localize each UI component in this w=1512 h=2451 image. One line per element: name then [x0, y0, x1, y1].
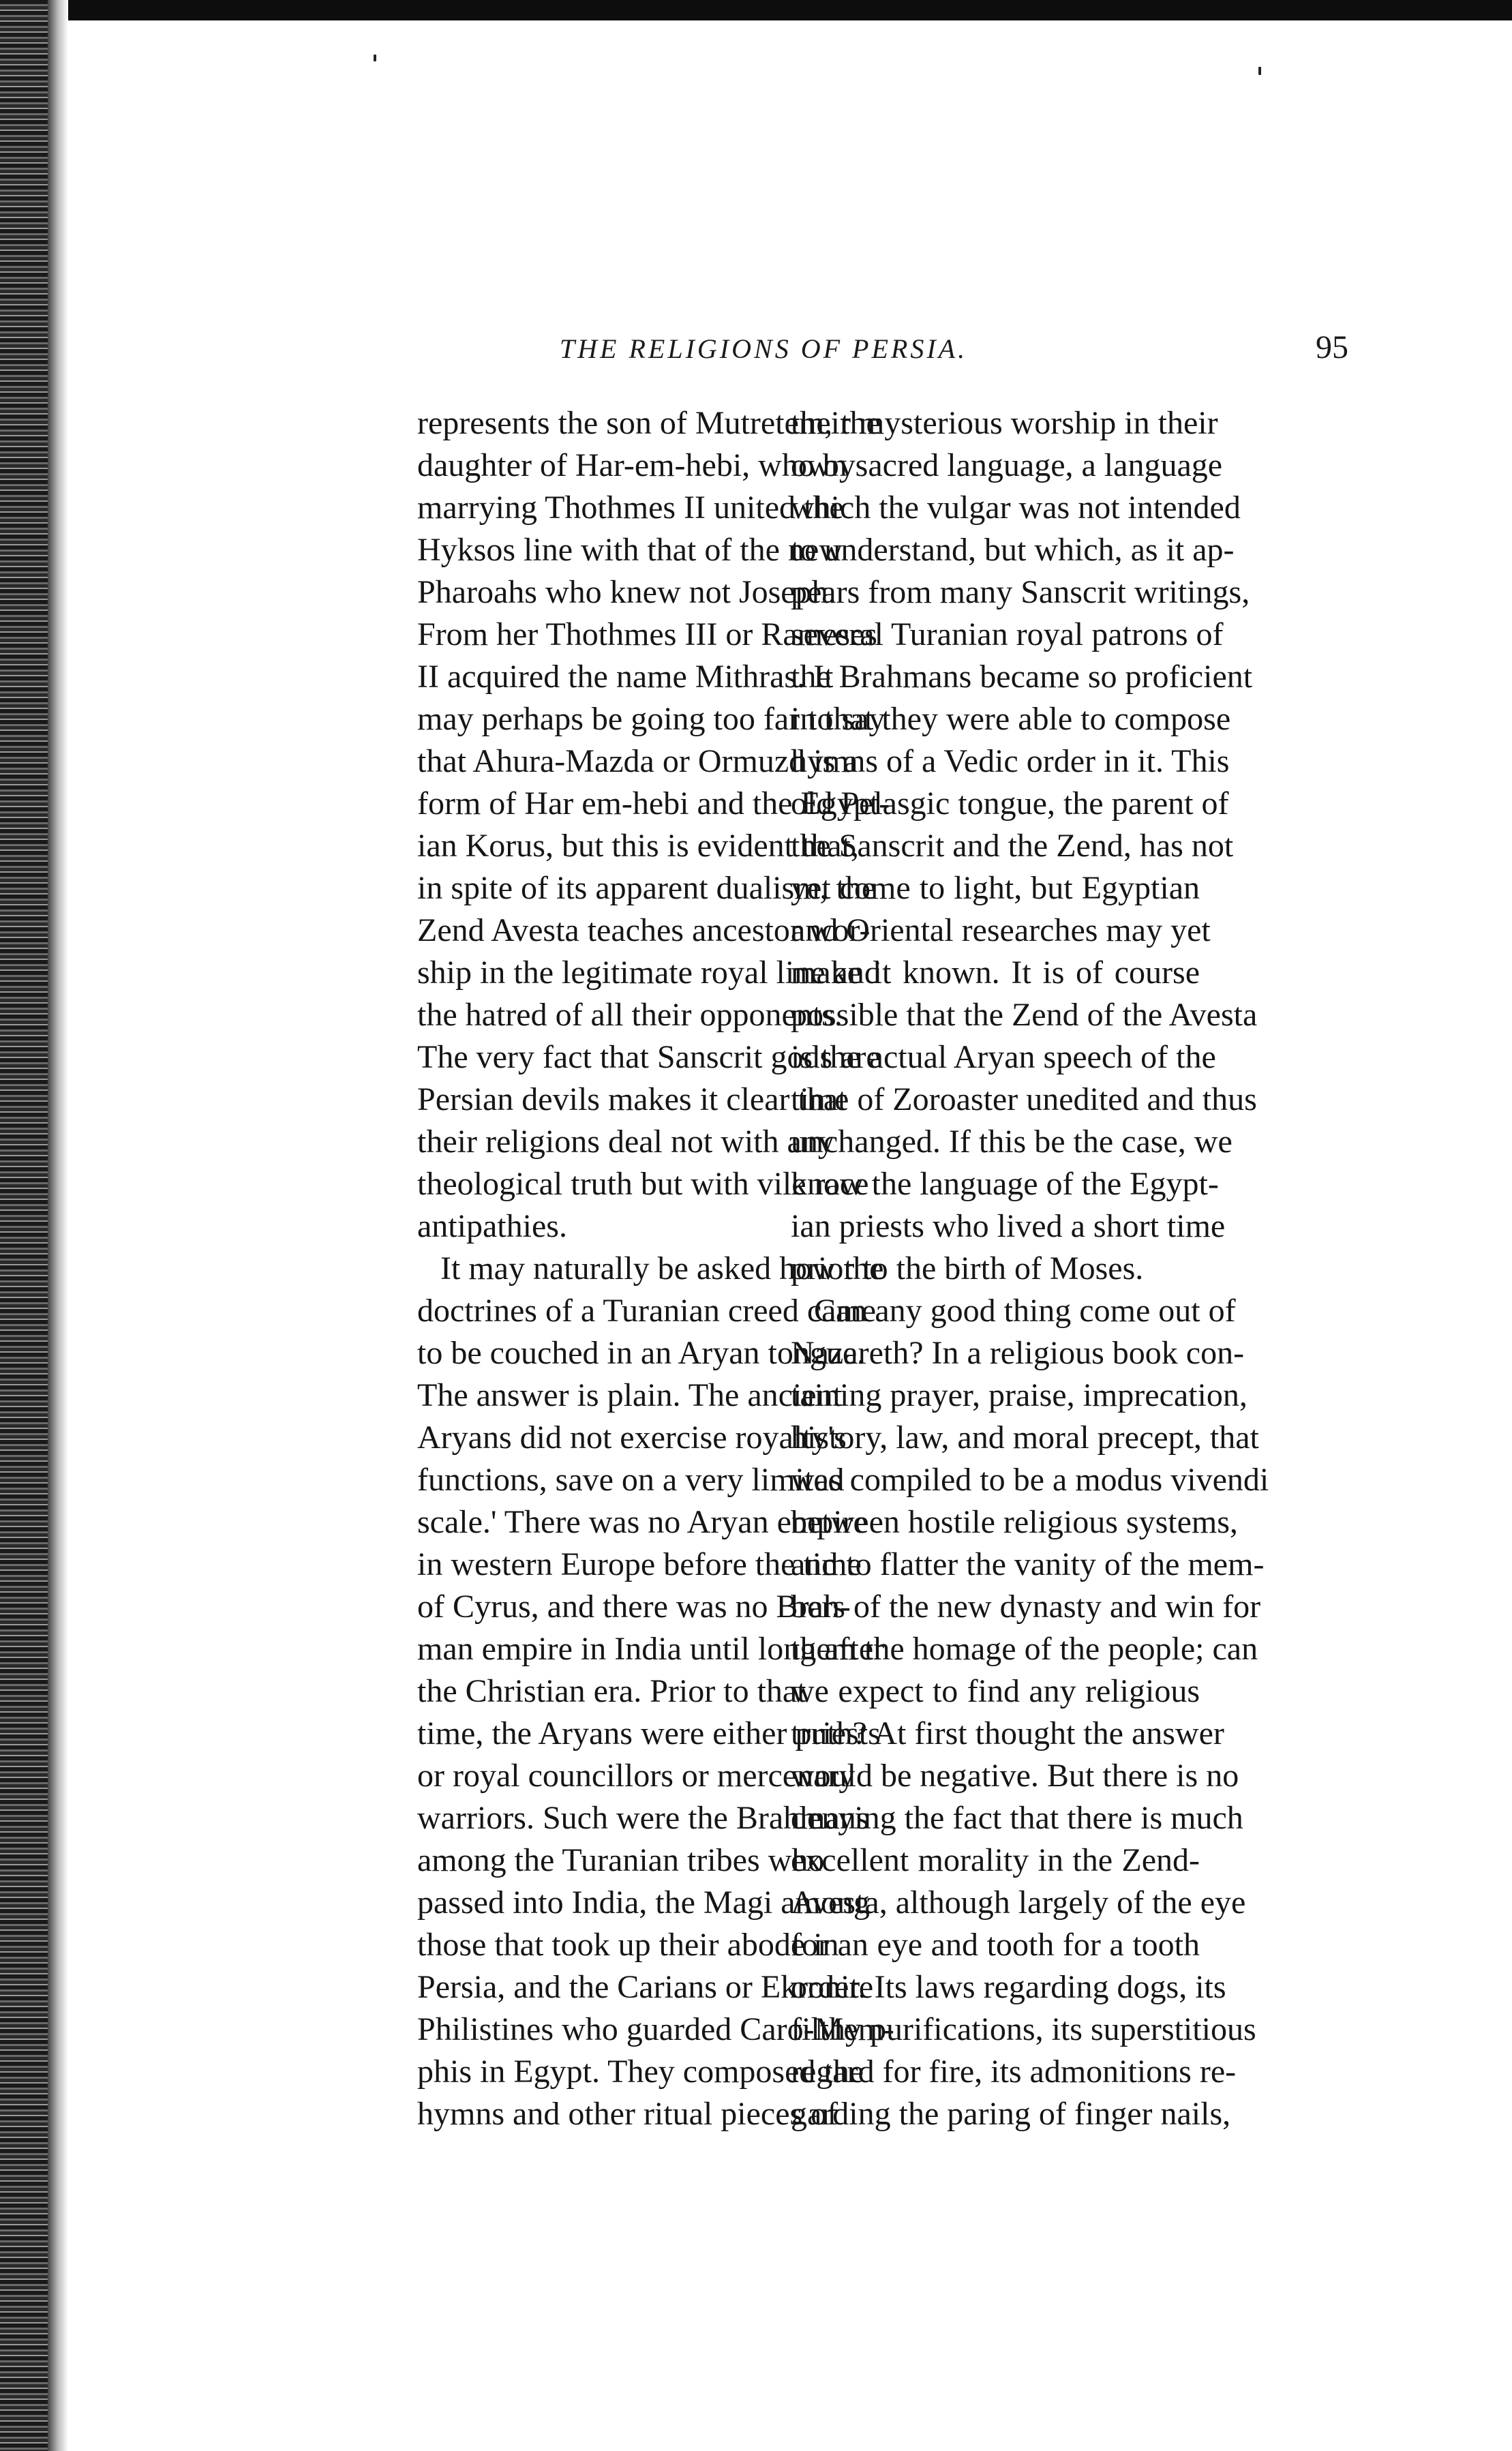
right-text-column	[791, 402, 1269, 2135]
text-line: regard for fire, its admonitions re-	[791, 2054, 1237, 2090]
text-line: hymns and other ritual pieces of	[417, 2096, 838, 2132]
text-line: and Oriental researches may yet	[791, 912, 1211, 948]
text-line: It may naturally be asked how the	[440, 1250, 884, 1287]
text-line: theological truth but with vile race	[417, 1166, 869, 1202]
page-number: 95	[1316, 329, 1348, 365]
text-line: Avesta, although largely of the eye	[791, 1884, 1246, 1921]
text-line: garding the paring of finger nails,	[791, 2096, 1231, 2132]
text-line: truth? At first thought the answer	[791, 1715, 1224, 1751]
text-line: that Ahura-Mazda or Ormuzd is a	[417, 743, 858, 779]
text-line: Zend Avesta teaches ancestor wor-	[417, 912, 871, 948]
text-line: represents the son of Mutretem, the	[417, 405, 881, 441]
text-line: own sacred language, a language	[791, 447, 1223, 483]
text-line: in spite of its apparent dualism, the	[417, 870, 877, 906]
text-line: ship in the legitimate royal line and	[417, 954, 881, 991]
text-line: form of Har em-hebi and the Egypt-	[417, 785, 890, 822]
text-line: Aryans did not exercise royalty's	[417, 1419, 847, 1456]
text-line: daughter of Har-em-hebi, who by	[417, 447, 856, 483]
scan-speck	[374, 55, 376, 61]
text-line: Persian devils makes it clear that	[417, 1081, 847, 1117]
text-line: know the language of the Egypt-	[791, 1166, 1219, 1202]
text-line: make it known. It is of course	[791, 954, 1200, 991]
text-line: order. Its laws regarding dogs, its	[791, 1969, 1226, 2005]
left-text-column	[417, 402, 894, 2135]
text-line: II acquired the name Mithras. It	[417, 659, 834, 695]
scan-left-edge	[0, 0, 48, 2451]
text-line: is the actual Aryan speech of the	[791, 1039, 1216, 1075]
text-line: scale.' There was no Aryan empire	[417, 1504, 868, 1540]
text-line: ian priests who lived a short time	[791, 1208, 1226, 1244]
text-line: among the Turanian tribes who	[417, 1842, 825, 1878]
text-line: the hatred of all their opponents.	[417, 997, 843, 1033]
text-line: filthy purifications, its superstitious	[791, 2011, 1256, 2047]
text-line: in that they were able to compose	[791, 701, 1231, 737]
text-line: history, law, and moral precept, that	[791, 1419, 1259, 1456]
text-line: time of Zoroaster unedited and thus	[791, 1081, 1257, 1117]
text-line: yet come to light, but Egyptian	[791, 870, 1200, 906]
text-line: Persia, and the Carians or Ekronite	[417, 1969, 874, 2005]
scan-top-border	[0, 0, 1512, 20]
text-line: old Pelasgic tongue, the parent of	[791, 785, 1229, 822]
text-line: denying the fact that there is much	[791, 1800, 1243, 1836]
text-line: the Brahmans became so proficient	[791, 659, 1253, 695]
text-line: The answer is plain. The ancient	[417, 1377, 842, 1413]
text-line: the Christian era. Prior to that	[417, 1673, 806, 1709]
text-line: The very fact that Sanscrit gods are	[417, 1039, 881, 1075]
text-line: would be negative. But there is no	[791, 1758, 1239, 1794]
text-line: in western Europe before the time	[417, 1546, 862, 1582]
text-line: passed into India, the Magi among	[417, 1884, 870, 1921]
text-line: to be couched in an Aryan tongue.	[417, 1335, 866, 1371]
text-line: phis in Egypt. They composed the	[417, 2054, 864, 2090]
text-line: Hyksos line with that of the new	[417, 532, 843, 568]
text-line: those that took up their abode in	[417, 1927, 839, 1963]
text-line: functions, save on a very limited	[417, 1462, 845, 1498]
text-line: the Sanscrit and the Zend, has not	[791, 828, 1234, 864]
text-line: may perhaps be going too far to say	[417, 701, 886, 737]
text-line: man empire in India until long after	[417, 1631, 885, 1667]
text-line: their mysterious worship in their	[791, 405, 1218, 441]
text-line: warriors. Such were the Brahmans	[417, 1800, 869, 1836]
text-line: Philistines who guarded Caro-Mem-	[417, 2011, 894, 2047]
text-line: Can any good thing come out of	[814, 1293, 1236, 1329]
text-line: them the homage of the people; can	[791, 1631, 1258, 1667]
text-line: ian Korus, but this is evident that,	[417, 828, 859, 864]
text-line: marrying Thothmes II united the	[417, 490, 844, 526]
scan-speck	[1258, 67, 1261, 75]
running-head: THE RELIGIONS OF PERSIA.	[559, 333, 968, 364]
text-line: antipathies.	[417, 1208, 567, 1244]
text-line: Nazareth? In a religious book con-	[791, 1335, 1245, 1371]
text-line: unchanged. If this be the case, we	[791, 1124, 1233, 1160]
text-line: time, the Aryans were either priests	[417, 1715, 881, 1751]
text-line: or royal councillors or mercenary	[417, 1758, 856, 1794]
text-line: taining prayer, praise, imprecation,	[791, 1377, 1248, 1413]
text-line: Pharoahs who knew not Joseph.	[417, 574, 836, 610]
scan-left-edge-shadow	[48, 0, 68, 2451]
text-line: which the vulgar was not intended	[791, 490, 1241, 526]
text-line: and to flatter the vanity of the mem-	[791, 1546, 1265, 1582]
text-line: was compiled to be a modus vivendi	[791, 1462, 1269, 1498]
text-line: possible that the Zend of the Avesta	[791, 997, 1258, 1033]
text-line: pears from many Sanscrit writings,	[791, 574, 1250, 610]
text-line: we expect to find any religious	[791, 1673, 1200, 1709]
text-line: From her Thothmes III or Rameses	[417, 616, 877, 652]
text-line: excellent morality in the Zend-	[791, 1842, 1200, 1878]
text-line: doctrines of a Turanian creed came	[417, 1293, 877, 1329]
text-line: bers of the new dynasty and win for	[791, 1589, 1261, 1625]
text-line: their religions deal not with any	[417, 1124, 834, 1160]
text-line: several Turanian royal patrons of	[791, 616, 1224, 652]
text-line: of Cyrus, and there was no Brah-	[417, 1589, 851, 1625]
text-line: between hostile religious systems,	[791, 1504, 1238, 1540]
text-line: to understand, but which, as it ap-	[791, 532, 1235, 568]
text-line: for an eye and tooth for a tooth	[791, 1927, 1200, 1963]
text-line: hymns of a Vedic order in it. This	[791, 743, 1230, 779]
text-line: prior to the birth of Moses.	[791, 1250, 1144, 1287]
